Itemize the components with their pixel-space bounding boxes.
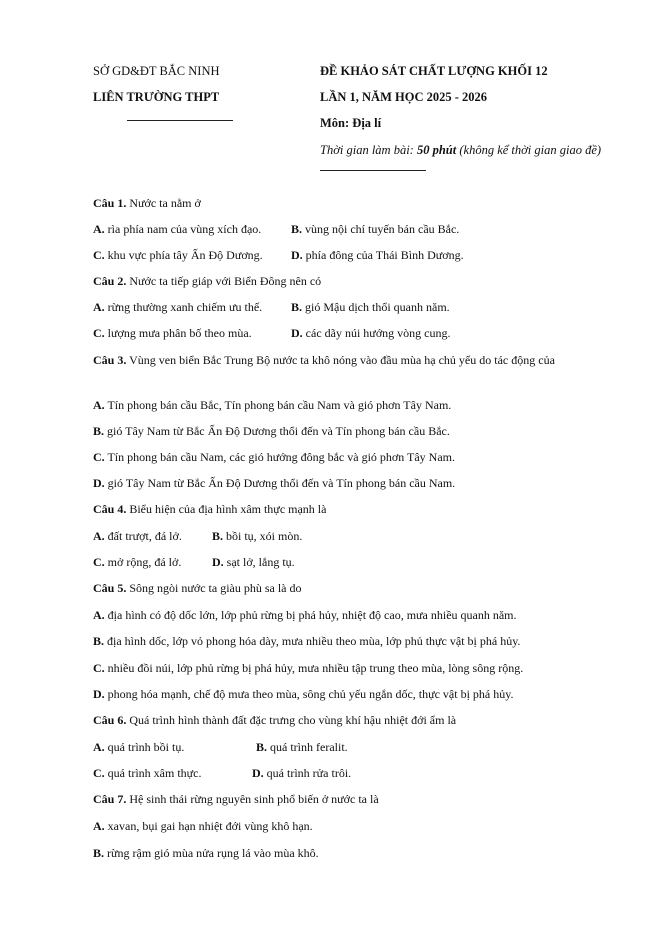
option-2d: D. các dãy núi hướng vòng cung. [291,326,451,340]
subject-label: Môn: [320,116,350,130]
header-right-rule [320,170,426,171]
header-left-rule [127,120,233,121]
question-text: Hệ sinh thái rừng nguyên sinh phổ biến ở nước ta là [126,792,379,806]
question-label: Câu 4. [93,502,127,516]
question-text: Vùng ven biển Bắc Trung Bộ nước ta khô nóng vào đầu mùa hạ chủ yếu do tác động của [126,353,555,367]
option-1c: C. khu vực phía tây Ấn Độ Dương. [93,248,263,262]
option-4d: D. sạt lở, lắng tụ. [212,555,295,569]
option-5d: D. phong hóa mạnh, chế độ mưa theo mùa, sông chủ yếu ngắn dốc, thực vật bị phá hủy. [93,687,514,701]
option-5a: A. địa hình có độ dốc lớn, lớp phủ rừng bị phá hủy, nhiệt độ cao, mưa nhiều quanh năm. [93,608,517,622]
option-1b: B. vùng nội chí tuyến bán cầu Bắc. [291,222,460,236]
question-label: Câu 5. [93,581,127,595]
question-6 [93,712,456,728]
option-4b: B. bồi tụ, xói mòn. [212,529,303,543]
option-4c: C. mở rộng, đá lở. [93,555,182,569]
question-label: Câu 1. [93,196,127,210]
option-2c: C. lượng mưa phân bố theo mùa. [93,326,252,340]
option-7a: A. xavan, bụi gai hạn nhiệt đới vùng khô hạn. [93,819,313,833]
school-name: LIÊN TRƯỜNG THPT [93,90,220,104]
option-5b: B. địa hình dốc, lớp vỏ phong hóa dày, mưa nhiều theo mùa, lớp phủ thực vật bị phá hủy. [93,634,521,648]
question-text: Biểu hiện của địa hình xâm thực mạnh là [126,502,327,516]
option-2b: B. gió Mậu dịch thổi quanh năm. [291,300,450,314]
question-label: Câu 7. [93,792,127,806]
department-name: SỞ GD&ĐT BẮC NINH [93,64,220,78]
subject-value: Địa lí [352,116,382,130]
subject-line [320,116,381,131]
exam-session: LẦN 1, NĂM HỌC 2025 - 2026 [320,90,488,104]
question-label: Câu 2. [93,274,127,288]
option-3b: B. gió Tây Nam từ Bắc Ấn Độ Dương thổi đến và Tín phong bán cầu Bắc. [93,424,450,438]
option-2a: A. rừng thường xanh chiếm ưu thế. [93,300,263,314]
option-6a: A. quá trình bồi tụ. [93,740,185,754]
question-1 [93,195,201,211]
option-6c: C. quá trình xâm thực. [93,766,202,780]
exam-title: ĐỀ KHẢO SÁT CHẤT LƯỢNG KHỐI 12 [320,64,548,78]
question-3 [93,352,593,368]
question-7 [93,791,379,807]
option-1a: A. rìa phía nam của vùng xích đạo. [93,222,262,236]
question-text: Nước ta tiếp giáp với Biển Đông nên có [126,274,322,288]
option-6b: B. quá trình feralit. [256,740,348,754]
option-3a: A. Tín phong bán cầu Bắc, Tín phong bán cầu Nam và gió phơn Tây Nam. [93,398,452,412]
option-3d: D. gió Tây Nam từ Bắc Ấn Độ Dương thổi đến và Tín phong bán cầu Nam. [93,476,456,490]
option-7b: B. rừng rậm gió mùa nửa rụng lá vào mùa khô. [93,846,319,860]
question-text: Quá trình hình thành đất đặc trưng cho vùng khí hậu nhiệt đới ẩm là [126,713,457,727]
option-1d: D. phía đông của Thái Bình Dương. [291,248,464,262]
time-line [320,143,601,158]
question-label: Câu 6. [93,713,127,727]
option-3c: C. Tín phong bán cầu Nam, các gió hướng đông bắc và gió phơn Tây Nam. [93,450,456,464]
time-prefix: Thời gian làm bài: [320,143,417,157]
option-6d: D. quá trình rửa trôi. [252,766,352,780]
time-value: 50 phút [416,143,457,157]
question-4 [93,501,326,517]
option-4a: A. đất trượt, đá lở. [93,529,182,543]
question-2 [93,273,321,289]
question-text: Nước ta nằm ở [126,196,201,210]
question-5 [93,580,302,596]
question-label: Câu 3. [93,353,127,367]
option-5c: C. nhiều đồi núi, lớp phủ rừng bị phá hủy, mưa nhiều tập trung theo mùa, lòng sông rộng. [93,661,524,675]
time-suffix: (không kể thời gian giao đề) [456,143,602,157]
question-text: Sông ngòi nước ta giàu phù sa là do [126,581,302,595]
